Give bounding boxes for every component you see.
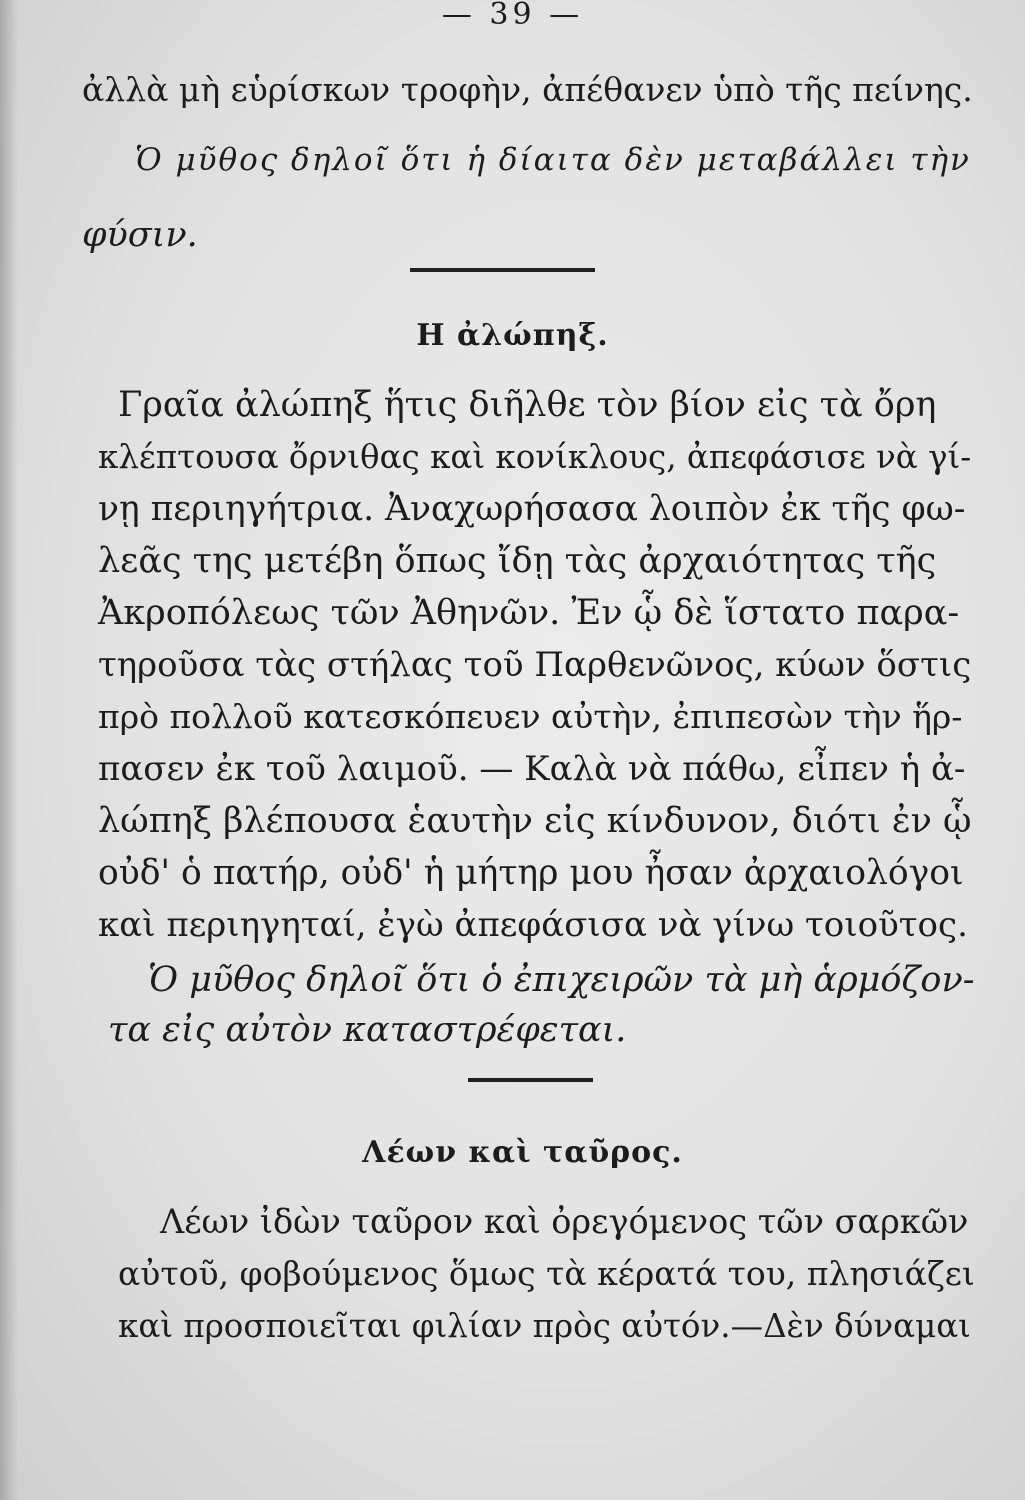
fable-title: Η ἀλώπηξ. [416, 318, 609, 353]
text-line: λώπηξ βλέπουσα ἑαυτὴν εἰς κίνδυνον, διότι ἐν ᾧ [98, 801, 972, 841]
text-line: πρὸ πολλοῦ κατεσκόπευεν αὐτὴν, ἐπιπεσὼν τὴν ἥρ- [98, 697, 963, 736]
fable-title: Λέων καὶ ταῦρος. [362, 1135, 683, 1170]
text-line: αὐτοῦ, φοβούμενος ὅμως τὰ κέρατά του, πλησιάζει [118, 1254, 975, 1293]
text-line: πασεν ἐκ τοῦ λαιμοῦ. — Καλὰ νὰ πάθω, εἶπεν ἡ ἀ- [98, 749, 966, 789]
moral-line: Ὁ μῦθος δηλοῖ ὅτι ὁ ἐπιχειρῶν τὰ μὴ ἁρμόζον- [148, 960, 975, 1000]
text-line: Γραῖα ἀλώπηξ ἥτις διῆλθε τὸν βίον εἰς τὰ ὄρη [118, 385, 937, 425]
moral-line: τα εἰς αὐτὸν καταστρέφεται. [108, 1010, 627, 1050]
text-line: οὐδ' ὁ πατήρ, οὐδ' ἡ μήτηρ μου ἦσαν ἀρχαιολόγοι [98, 853, 964, 893]
text-line: καὶ προσποιεῖται φιλίαν πρὸς αὐτόν.—Δὲν δύναμαι [118, 1307, 971, 1345]
moral-line: Ὁ μῦθος δηλοῖ ὅτι ἡ δίαιτα δὲν μεταβάλλει τὴν [135, 142, 971, 178]
section-divider [410, 268, 595, 272]
text-line: Ἀκροπόλεως τῶν Ἀθηνῶν. Ἐν ᾧ δὲ ἵστατο παρα- [98, 593, 960, 633]
text-line: Λέων ἰδὼν ταῦρον καὶ ὀρεγόμενος τῶν σαρκῶν [160, 1202, 969, 1241]
text-line: κλέπτουσα ὄρνιθας καὶ κονίκλους, ἀπεφάσισε νὰ γί- [98, 438, 972, 476]
section-divider [468, 1078, 593, 1082]
text-line: νῃ περιηγήτρια. Ἀναχωρήσασα λοιπὸν ἐκ τῆς φω- [98, 489, 966, 529]
moral-line: φύσιν. [82, 215, 198, 255]
page-gutter-shadow [0, 0, 18, 1500]
page-number: — 39 — [441, 0, 584, 32]
text-line: τηροῦσα τὰς στήλας τοῦ Παρθενῶνος, κύων ὅστις [98, 645, 972, 685]
text-line: λεᾶς της μετέβη ὅπως ἴδῃ τὰς ἀρχαιότητας τῆς [98, 541, 937, 581]
text-line: ἀλλὰ μὴ εὑρίσκων τροφὴν, ἀπέθανεν ὑπὸ τῆς πείνης. [82, 70, 973, 109]
text-line: καὶ περιηγηταί, ἐγὼ ἀπεφάσισα νὰ γίνω τοιοῦτος. [98, 905, 968, 945]
